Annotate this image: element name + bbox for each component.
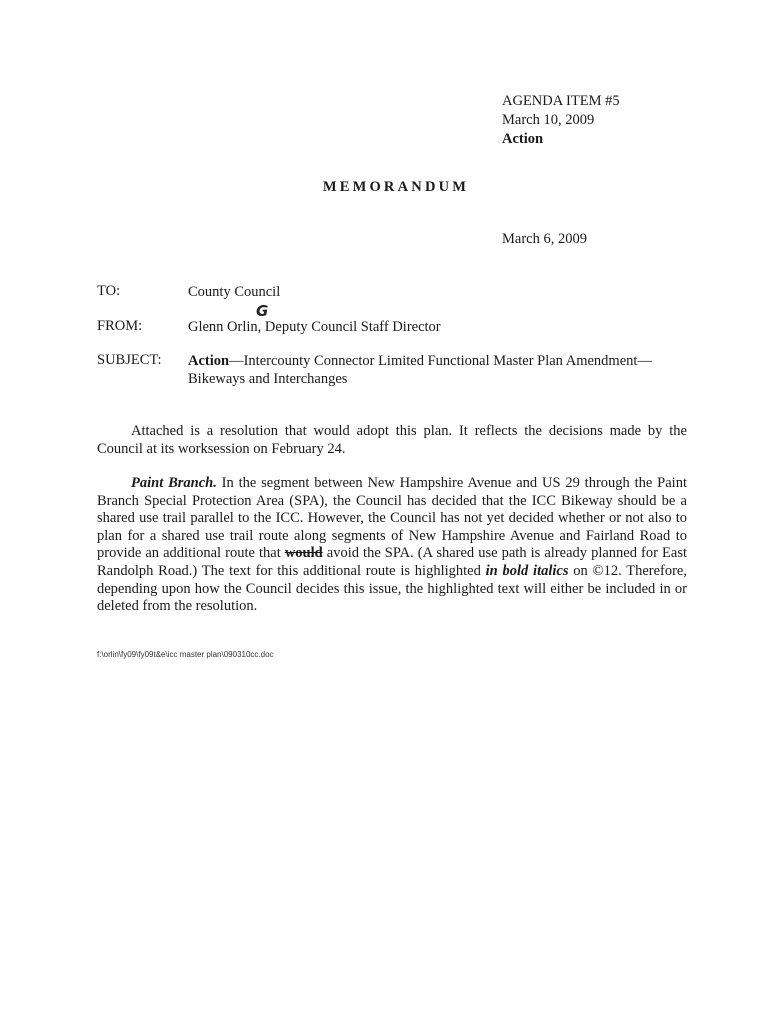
subject-line-1: [188, 352, 688, 370]
agenda-action: Action: [502, 131, 544, 147]
agenda-block: [502, 92, 620, 149]
paint-branch-text-2: avoid the SPA. (A shared use path is already planned for East Randolph Road.) The text for this additional route is highlighted: [97, 545, 687, 579]
subject-title-rest: —Intercounty Connector Limited Functional Master Plan Amendment—: [229, 353, 652, 369]
handwritten-initials: G: [256, 302, 269, 320]
from-label: FROM:: [97, 318, 143, 334]
paragraph-paint-branch: [97, 475, 687, 616]
agenda-item-number: AGENDA ITEM #5: [502, 93, 620, 109]
paint-branch-text-1: In the segment between New Hampshire Avenue and US 29 through the Paint Branch Special Protection Area (SPA), the Council has decided that the ICC Bikeway should be a shared use trail parallel to the ICC. However, the Council has not yet decided whether or not also to plan for a shared use trail route along segments of New Hampshire Avenue and Fairland Road to provide an additional route that: [97, 475, 687, 562]
subject-line-2: Bikeways and Interchanges: [188, 371, 348, 387]
paragraph-intro: [97, 423, 687, 458]
subject-value: [188, 352, 688, 388]
memo-date: March 6, 2009: [502, 231, 587, 247]
paragraph-intro-text: Attached is a resolution that would adopt this plan. It reflects the decisions made by the Council at its worksession on February 24.: [97, 423, 687, 457]
struck-word: would: [284, 545, 323, 562]
subject-action: Action: [188, 353, 230, 369]
bold-italics-phrase: in bold italics: [485, 562, 569, 579]
memo-title: MEMORANDUM: [322, 179, 470, 195]
file-path-footer: f:\orlin\fy09\fy09t&e\icc master plan\090310cc.doc: [97, 650, 274, 659]
paint-branch-text-3: on ©12. Therefore, depending upon how the Council decides this issue, the highlighted text will either be included in or deleted from the resolution.: [97, 562, 687, 615]
to-label: TO:: [97, 283, 121, 299]
agenda-date: March 10, 2009: [502, 112, 595, 128]
subject-label: SUBJECT:: [97, 352, 162, 368]
to-value: County Council: [188, 284, 281, 300]
paint-branch-heading: Paint Branch.: [131, 475, 217, 491]
from-value: Glenn Orlin, Deputy Council Staff Director: [188, 319, 441, 335]
